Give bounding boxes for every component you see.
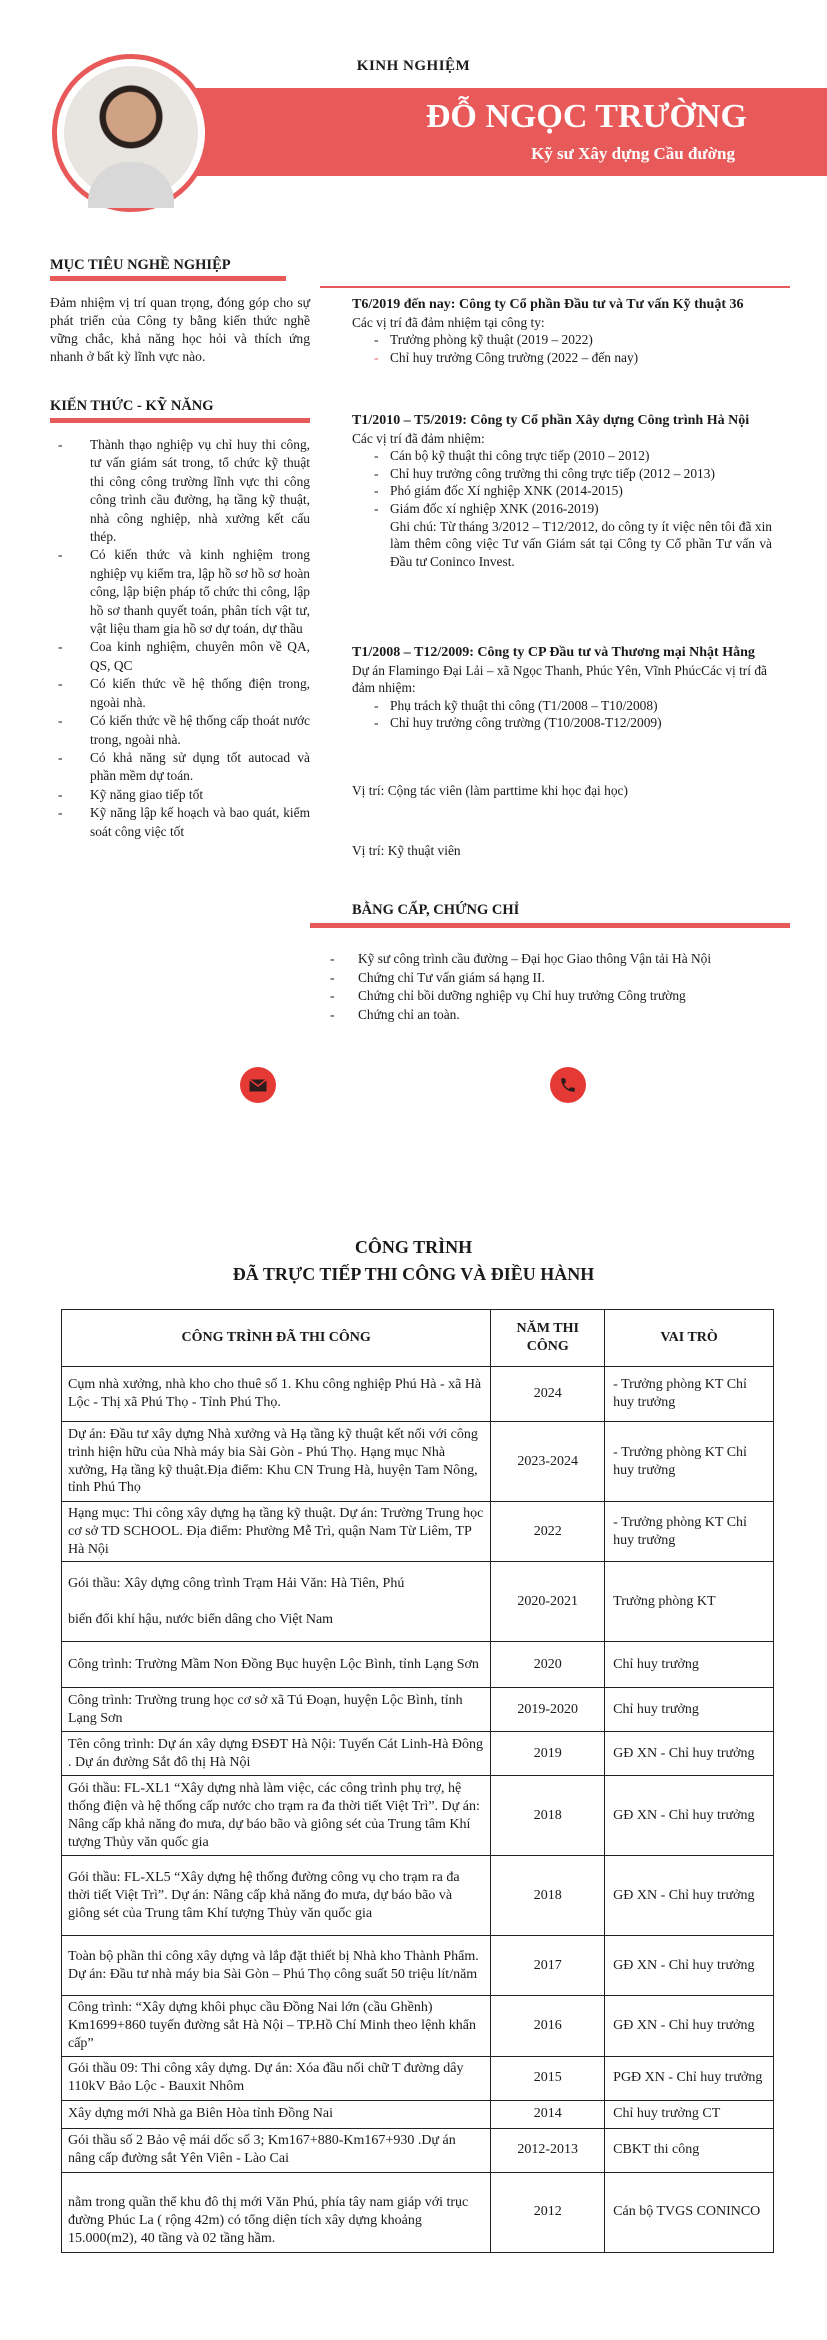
- project-cell: Gói thầu số 2 Bảo vệ mái dốc số 3; Km167+880-Km167+930 .Dự án nâng cấp đường sắt Yên Viên - Lào Cai: [62, 2128, 491, 2172]
- skills-list: [58, 436, 310, 841]
- skill-item: - Có kiến thức và kinh nghiệm trong nghiệp vụ kiểm tra, lập hồ sơ hồ sơ hoàn công, lập biện pháp tổ chức thi công, lập hồ sơ thanh quyết toán, phân tích vật tư, vật liệu tham gia hồ sơ dự toán, dự thầu: [58, 546, 310, 638]
- project-cell: Xây dựng mới Nhà ga Biên Hòa tỉnh Đồng Nai: [62, 2100, 491, 2128]
- table-row: [62, 1422, 774, 1502]
- project-cell: Gói thầu: FL-XL1 “Xây dựng nhà làm việc, các công trình phụ trợ, hệ thống điện và hệ thống cấp nước cho trạm ra đa thời tiết Việt Trì”. Dự án: Nâng cấp khả năng đo mưa, dự báo bão và giông sét của Trung tâm Khí tượng Thủy văn quốc gia: [62, 1776, 491, 1856]
- table-row: [62, 1776, 774, 1856]
- job-position: - Phó giám đốc Xí nghiệp XNK (2014-2015): [352, 482, 772, 500]
- job-title: T1/2008 – T12/2009: Công ty CP Đầu tư và Thương mại Nhật Hằng: [352, 645, 755, 660]
- year-cell: 2016: [491, 1996, 605, 2056]
- table-row: [62, 1856, 774, 1936]
- year-cell: 2018: [491, 1856, 605, 1936]
- skill-item: - Có kiến thức về hệ thống điện trong, ngoài nhà.: [58, 675, 310, 712]
- skill-item: - Có kiến thức về hệ thống cấp thoát nước trong, ngoài nhà.: [58, 712, 310, 749]
- job-3: [352, 644, 772, 732]
- year-cell: 2020: [491, 1642, 605, 1688]
- degree-item: - Kỹ sư công trình cầu đường – Đại học Giao thông Vận tải Hà Nội: [316, 950, 711, 969]
- year-cell: 2018: [491, 1776, 605, 1856]
- table-row: [62, 2056, 774, 2100]
- role-cell: GĐ XN - Chỉ huy trưởng: [605, 1856, 774, 1936]
- table-row: [62, 1562, 774, 1642]
- projects-subheading: ĐÃ TRỰC TIẾP THI CÔNG VÀ ĐIỀU HÀNH: [232, 1264, 595, 1284]
- extra-position: Vị trí: Kỹ thuật viên: [352, 843, 461, 858]
- role-cell: - Trưởng phòng KT Chỉ huy trưởng: [605, 1367, 774, 1422]
- table-row: [62, 2100, 774, 2128]
- extra-position: Vị trí: Cộng tác viên (làm parttime khi học đại học): [352, 783, 628, 798]
- skills-underline: [50, 418, 310, 423]
- role-cell: PGĐ XN - Chỉ huy trưởng: [605, 2056, 774, 2100]
- objective-text: Đảm nhiệm vị trí quan trọng, đóng góp cho sự phát triển của Công ty bằng kiến thức nghề vững chắc, khả năng học hỏi và thích ứng nhanh ở bất kỳ lĩnh vực nào.: [50, 295, 310, 364]
- role-cell: Chỉ huy trưởng CT: [605, 2100, 774, 2128]
- table-row: [62, 1642, 774, 1688]
- job-title: T1/2010 – T5/2019: Công ty Cổ phần Xây dựng Công trình Hà Nội: [352, 413, 750, 428]
- table-row: [62, 1367, 774, 1422]
- job-positions: [352, 697, 772, 732]
- job-position: - Chỉ huy trưởng công trường (T10/2008-T12/2009): [352, 714, 772, 732]
- role-cell: GĐ XN - Chỉ huy trưởng: [605, 1936, 774, 1996]
- role-cell: - Trưởng phòng KT Chỉ huy trưởng: [605, 1422, 774, 1502]
- degree-item: - Chứng chỉ Tư vấn giám sá hạng II.: [316, 969, 711, 988]
- table-row: [62, 1732, 774, 1776]
- skill-item: - Có khả năng sử dụng tốt autocad và phần mềm dự toán.: [58, 749, 310, 786]
- column-header-project: CÔNG TRÌNH ĐÃ THI CÔNG: [62, 1310, 491, 1367]
- degrees-heading: BẰNG CẤP, CHỨNG CHỈ: [352, 902, 520, 918]
- job-position: - Chỉ huy trưởng Công trường (2022 – đến nay): [352, 349, 772, 367]
- year-cell: 2019: [491, 1732, 605, 1776]
- role-cell: GĐ XN - Chỉ huy trưởng: [605, 1996, 774, 2056]
- role-cell: Cán bộ TVGS CONINCO: [605, 2172, 774, 2252]
- job-position: - Trưởng phòng kỹ thuật (2019 – 2022): [352, 331, 772, 349]
- year-cell: 2012-2013: [491, 2128, 605, 2172]
- job-intro: Các vị trí đã đảm nhiệm:: [352, 430, 485, 446]
- skill-item: - Thành thạo nghiệp vụ chỉ huy thi công, tư vấn giám sát trong, tổ chức kỹ thuật thi công công trường lĩnh vực thi công công trình cầu đường, hạ tầng kỹ thuật, nhà công nghiệp, nhà xưởng kết cấu thép.: [58, 436, 310, 546]
- year-cell: 2024: [491, 1367, 605, 1422]
- job-position: - Giám đốc xí nghiệp XNK (2016-2019): [352, 500, 772, 518]
- role-cell: GĐ XN - Chỉ huy trưởng: [605, 1776, 774, 1856]
- project-cell: Dự án: Đầu tư xây dựng Nhà xưởng và Hạ tầng kỹ thuật kết nối với công trình hiện hữu của Nhà máy bia Sài Gòn - Phú Thọ. Hạng mục Nhà xưởng, Hạ tầng kỹ thuật.Địa điểm: Khu CN Trung Hà, huyện Tam Nông, tỉnh Phú Thọ: [62, 1422, 491, 1502]
- year-cell: 2023-2024: [491, 1422, 605, 1502]
- table-header-row: [62, 1310, 774, 1367]
- degree-item: - Chứng chỉ an toàn.: [316, 1006, 711, 1025]
- candidate-role: Kỹ sư Xây dựng Cầu đường: [531, 144, 735, 163]
- job-title: T6/2019 đến nay: Công ty Cổ phần Đầu tư và Tư vấn Kỹ thuật 36: [352, 297, 744, 312]
- column-header-role: VAI TRÒ: [605, 1310, 774, 1367]
- project-cell: Gói thầu: Xây dựng công trình Trạm Hải Văn: Hà Tiên, Phú biến đổi khí hậu, nước biển dâng cho Việt Nam: [62, 1562, 491, 1642]
- table-row: [62, 1996, 774, 2056]
- objective-underline: [50, 276, 286, 281]
- table-row: [62, 2128, 774, 2172]
- job-2: [352, 412, 772, 570]
- job-1: [352, 296, 772, 366]
- role-cell: Chỉ huy trưởng: [605, 1642, 774, 1688]
- project-cell: Tên công trình: Dự án xây dựng ĐSĐT Hà Nội: Tuyến Cát Linh-Hà Đông . Dự án đường Sắt đô thị Hà Nội: [62, 1732, 491, 1776]
- role-cell: Chỉ huy trưởng: [605, 1688, 774, 1732]
- project-cell: Toàn bộ phần thi công xây dựng và lắp đặt thiết bị Nhà kho Thành Phẩm. Dự án: Đầu tư nhà máy bia Sài Gòn – Phú Thọ công suất 50 triệu lít/năm: [62, 1936, 491, 1996]
- project-cell: Công trình: Trường Mầm Non Đồng Bục huyện Lộc Bình, tỉnh Lạng Sơn: [62, 1642, 491, 1688]
- skill-item: - Kỹ năng lập kế hoạch và bao quát, kiểm soát công việc tốt: [58, 804, 310, 841]
- year-cell: 2014: [491, 2100, 605, 2128]
- role-cell: CBKT thi công: [605, 2128, 774, 2172]
- degrees-underline: [310, 923, 790, 928]
- year-cell: 2012: [491, 2172, 605, 2252]
- job-intro: Các vị trí đã đảm nhiệm tại công ty:: [352, 314, 545, 330]
- project-cell: Hạng mục: Thi công xây dựng hạ tầng kỹ thuật. Dự án: Trường Trung học cơ sở TD SCHOOL. Địa điểm: Phường Mễ Trì, quận Nam Từ Liêm, TP Hà Nội: [62, 1502, 491, 1562]
- table-row: [62, 1502, 774, 1562]
- project-cell: Công trình: Trường trung học cơ sở xã Tú Đoạn, huyện Lộc Bình, tỉnh Lạng Sơn: [62, 1688, 491, 1732]
- year-cell: 2022: [491, 1502, 605, 1562]
- job-positions: [352, 447, 772, 517]
- projects-table-body: [62, 1367, 774, 2253]
- table-row: [62, 1936, 774, 1996]
- job-position: - Chỉ huy trưởng công trường thi công trực tiếp (2012 – 2013): [352, 465, 772, 483]
- project-cell: Công trình: “Xây dựng khôi phục cầu Đồng Nai lớn (cầu Ghềnh) Km1699+860 tuyến đường sắt Hà Nội – TP.Hồ Chí Minh theo lệnh khẩn cấp”: [62, 1996, 491, 2056]
- year-cell: 2020-2021: [491, 1562, 605, 1642]
- project-cell: Gói thầu 09: Thi công xây dựng. Dự án: Xóa đầu nối chữ T đường dây 110kV Bảo Lộc - Bauxit Nhôm: [62, 2056, 491, 2100]
- phone-icon[interactable]: [550, 1067, 586, 1103]
- experience-top-line: [320, 286, 790, 288]
- mail-icon[interactable]: [240, 1067, 276, 1103]
- project-cell: Gói thầu: FL-XL5 “Xây dựng hệ thống đường công vụ cho trạm ra đa thời tiết Việt Trì”. Dự án: Nâng cấp khả năng đo mưa, dự báo bão và giông sét của Trung tâm Khí tượng Thủy văn quốc gia: [62, 1856, 491, 1936]
- skills-heading: KIẾN THỨC - KỸ NĂNG: [50, 398, 214, 414]
- skill-item: - Coa kinh nghiệm, chuyên môn về QA, QS, QC: [58, 638, 310, 675]
- degree-item: - Chứng chỉ bồi dưỡng nghiệp vụ Chỉ huy trưởng Công trường: [316, 987, 711, 1006]
- role-cell: - Trưởng phòng KT Chỉ huy trưởng: [605, 1502, 774, 1562]
- skill-item: - Kỹ năng giao tiếp tốt: [58, 786, 310, 804]
- role-cell: GĐ XN - Chỉ huy trưởng: [605, 1732, 774, 1776]
- job-position: - Phụ trách kỹ thuật thi công (T1/2008 – T10/2008): [352, 697, 772, 715]
- column-header-year: NĂM THI CÔNG: [491, 1310, 605, 1367]
- candidate-name: ĐỖ NGỌC TRƯỜNG: [425, 98, 747, 135]
- year-cell: 2019-2020: [491, 1688, 605, 1732]
- year-cell: 2015: [491, 2056, 605, 2100]
- role-cell: Trưởng phòng KT: [605, 1562, 774, 1642]
- job-positions: [352, 331, 772, 366]
- job-intro: Dự án Flamingo Đại Lải – xã Ngọc Thanh, Phúc Yên, Vĩnh PhúcCác vị trí đã đảm nhiệm:: [352, 662, 767, 696]
- job-position: - Cán bộ kỹ thuật thi công trực tiếp (2010 – 2012): [352, 447, 772, 465]
- project-cell: Cụm nhà xưởng, nhà kho cho thuê số 1. Khu công nghiệp Phú Hà - xã Hà Lộc - Thị xã Phú Thọ - Tỉnh Phú Thọ.: [62, 1367, 491, 1422]
- table-row: [62, 1688, 774, 1732]
- table-row: [62, 2172, 774, 2252]
- project-cell: nằm trong quần thể khu đô thị mới Văn Phú, phía tây nam giáp với trục đường Phúc La ( rộng 42m) có tổng diện tích xây dựng khoảng 15.000(m2), 40 tầng và 02 tầng hầm.: [62, 2172, 491, 2252]
- top-title: KINH NGHIỆM: [356, 58, 471, 74]
- objective-heading: MỤC TIÊU NGHỀ NGHIỆP: [50, 257, 231, 273]
- projects-heading: CÔNG TRÌNH: [354, 1237, 473, 1257]
- degrees-list: [316, 950, 711, 1024]
- job-note: Ghi chú: Từ tháng 3/2012 – T12/2012, do công ty ít việc nên tôi đã xin làm thêm công việc Tư vấn Giám sát tại Công ty Cổ phần Tư vấn và Đầu tư Coninco Invest.: [390, 518, 772, 569]
- year-cell: 2017: [491, 1936, 605, 1996]
- projects-table: [61, 1309, 774, 2253]
